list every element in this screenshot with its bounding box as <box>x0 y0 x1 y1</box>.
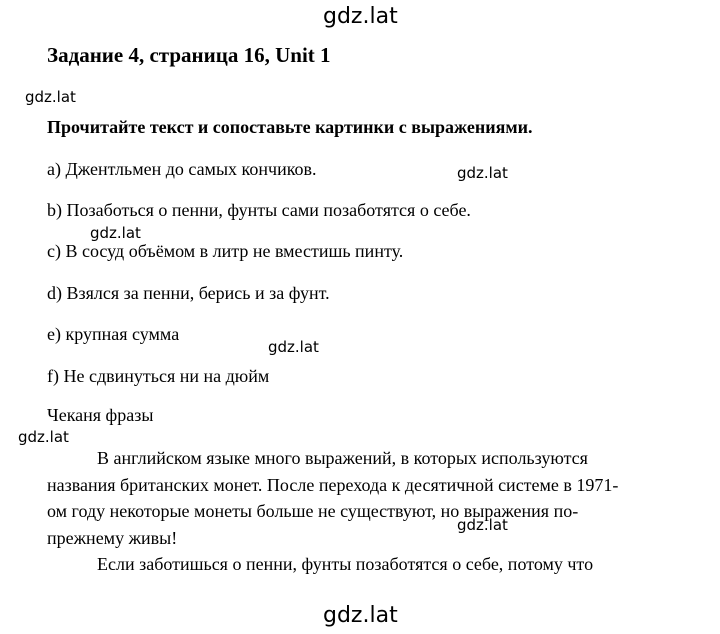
watermark-bottom: gdz.lat <box>323 603 398 628</box>
watermark: gdz.lat <box>18 428 69 446</box>
phrase-d: d) Взялся за пенни, берись и за фунт. <box>47 283 330 303</box>
phrase-c: c) В сосуд объёмом в литр не вместишь пинту. <box>47 241 404 261</box>
text-line: Если заботишься о пенни, фунты позаботятся о себе, потому что <box>97 554 594 574</box>
phrase-b: b) Позаботься о пенни, фунты сами позаботятся о себе. <box>47 200 471 220</box>
watermark-top: gdz.lat <box>323 4 398 29</box>
phrase-f: f) Не сдвинуться ни на дюйм <box>47 366 270 386</box>
watermark: gdz.lat <box>90 224 141 242</box>
page-title: Задание 4, страница 16, Unit 1 <box>47 43 331 67</box>
text-line: названия британских монет. После перехода к десятичной системе в 1971- <box>47 475 619 495</box>
watermark: gdz.lat <box>25 88 76 106</box>
text-line: ом году некоторые монеты больше не существуют, но выражения по- <box>47 501 579 521</box>
phrase-a: a) Джентльмен до самых кончиков. <box>47 159 317 179</box>
text-line: прежнему живы! <box>47 528 178 548</box>
text-line: В английском языке много выражений, в которых используются <box>97 448 588 468</box>
text-title: Чеканя фразы <box>47 405 154 425</box>
phrase-e: e) крупная сумма <box>47 324 180 344</box>
watermark: gdz.lat <box>457 164 508 182</box>
task-instruction: Прочитайте текст и сопоставьте картинки с выражениями. <box>47 117 533 137</box>
watermark: gdz.lat <box>457 516 508 534</box>
watermark: gdz.lat <box>268 338 319 356</box>
